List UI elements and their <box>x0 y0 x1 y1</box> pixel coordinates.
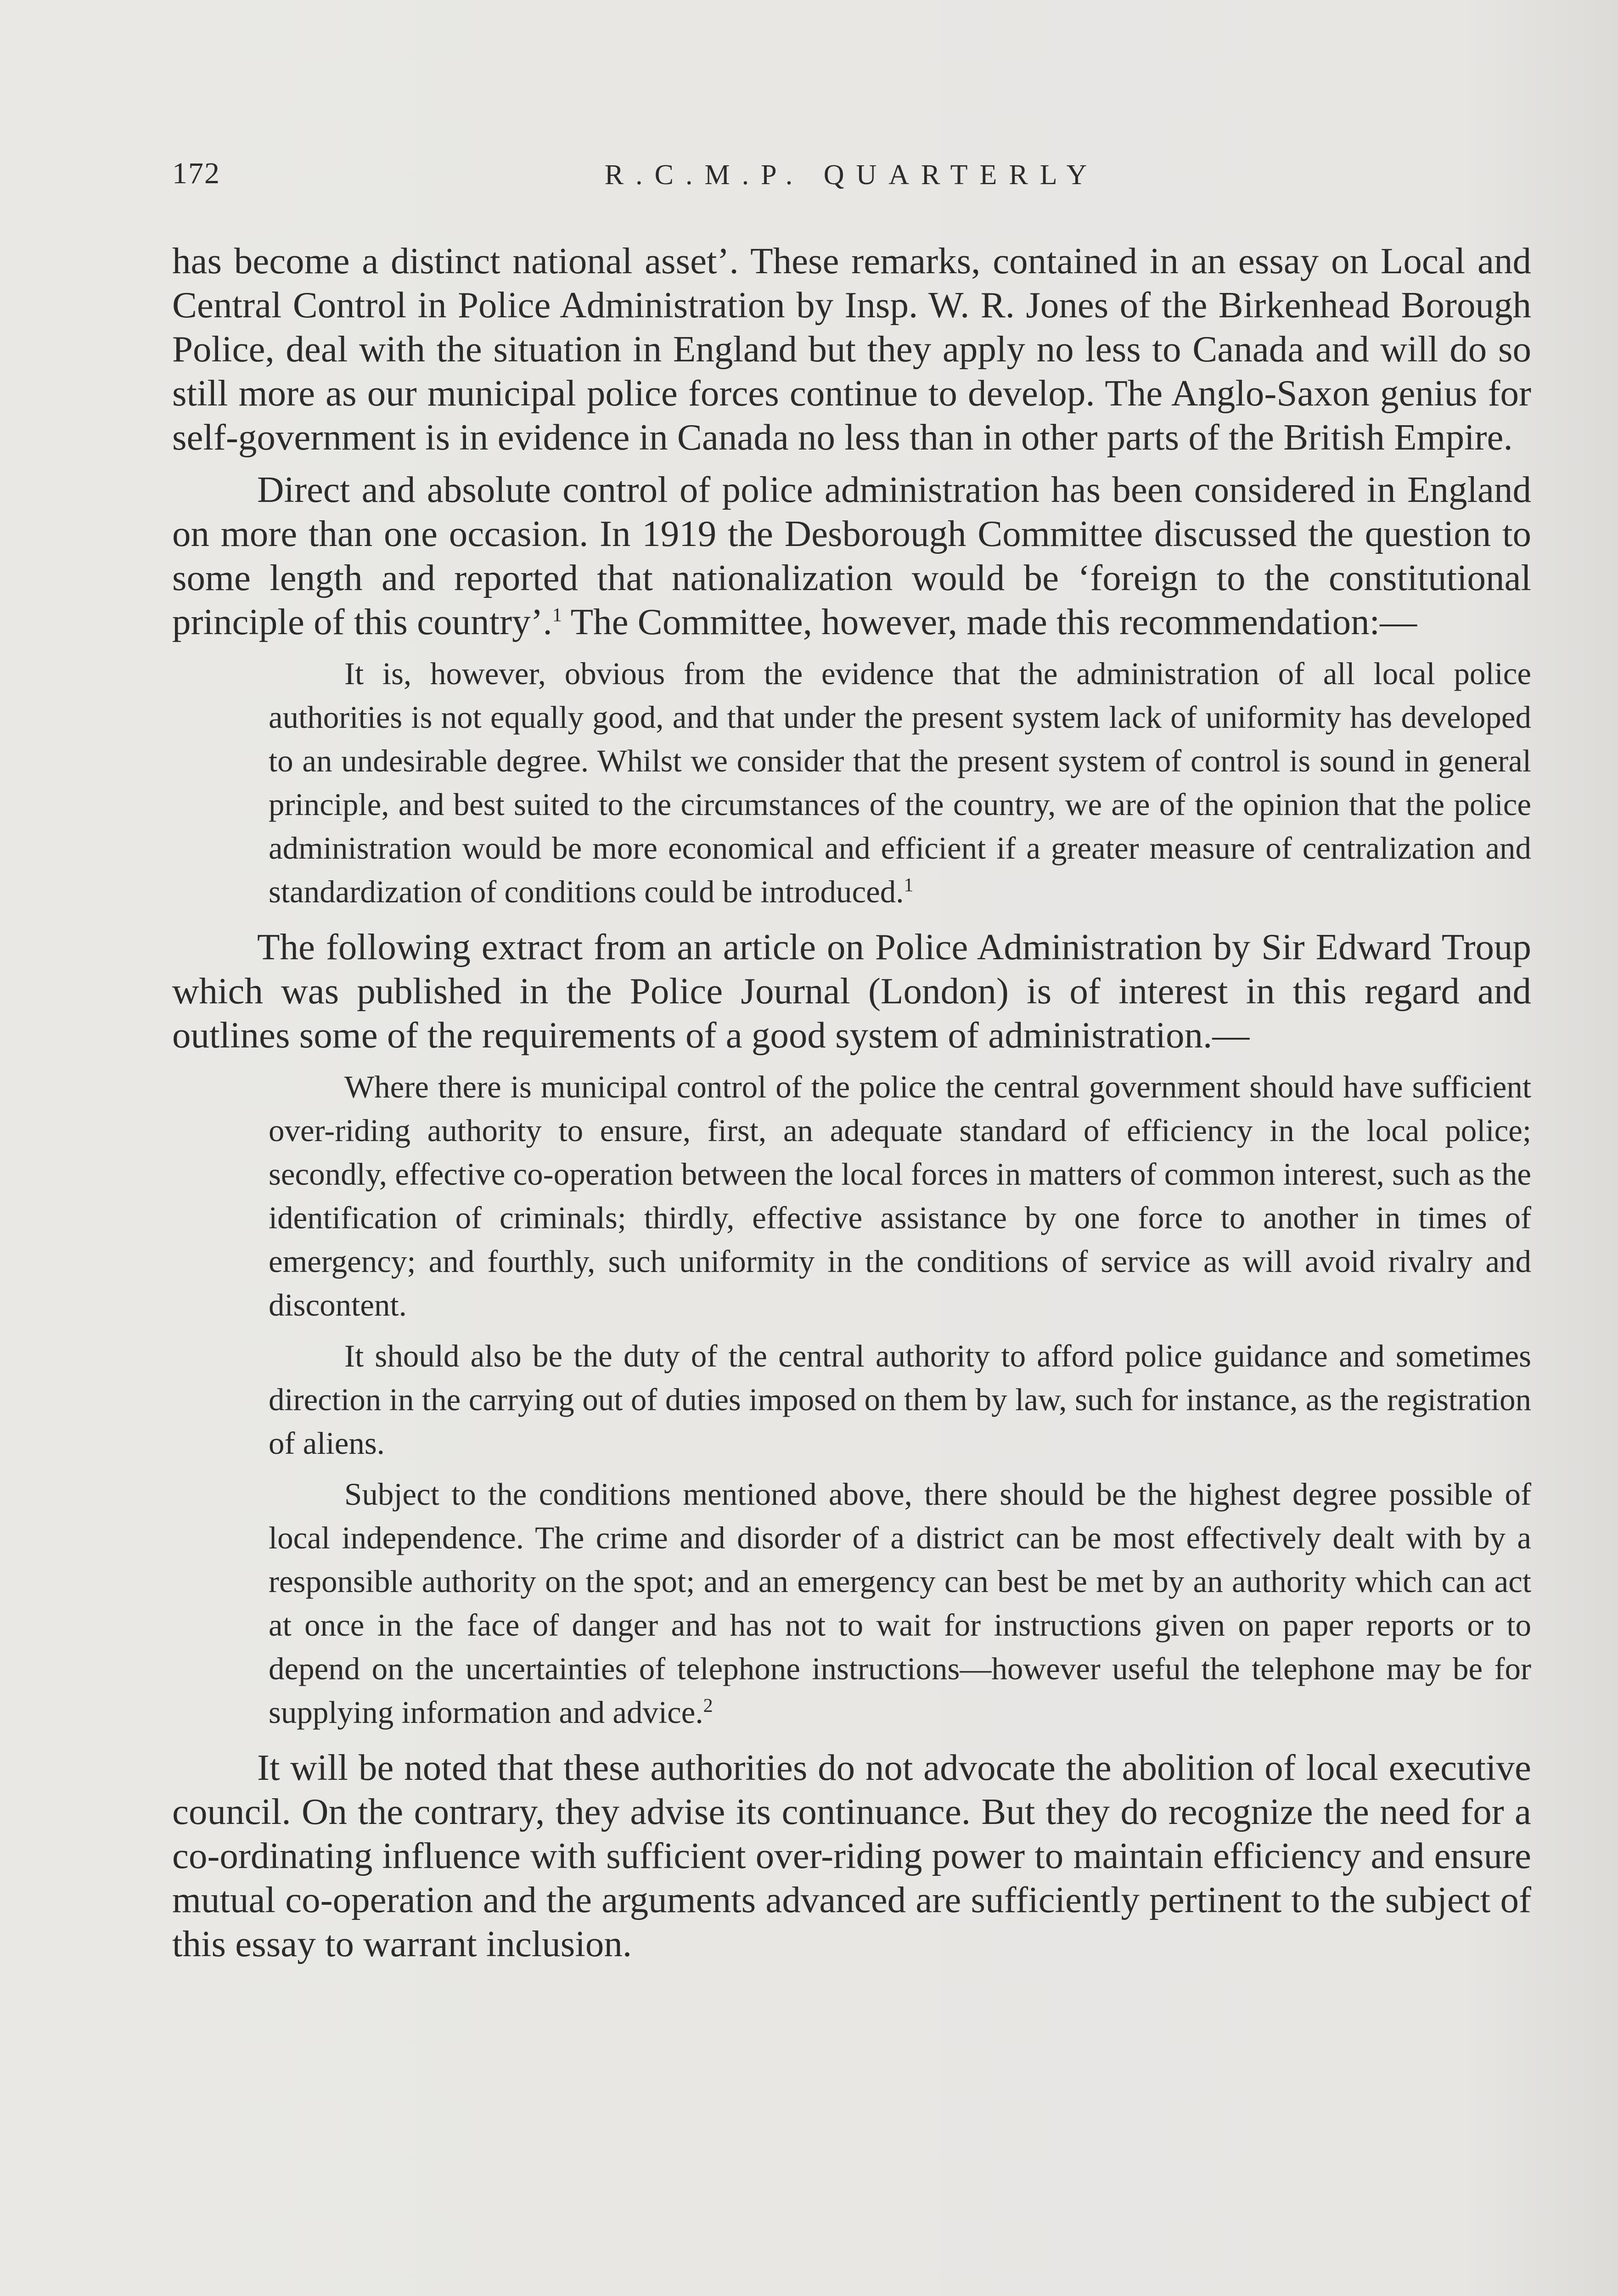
paragraph-4: It will be noted that these authorities do not advocate the abolition of local executive council. On the contrary, they advise its continuance. But they do recognize the need for a co-ordinating influence with sufficient over-riding power to maintain efficiency and ensure mutual co-operation and the arguments advanced are sufficiently pertinent to the subject of this essay to warrant inclusion. <box>172 1747 1531 1964</box>
block-quote-desborough <box>269 652 1531 914</box>
footnote-ref-1[interactable]: 1 <box>904 875 914 896</box>
footnote-ref-2[interactable]: 2 <box>703 1695 713 1716</box>
page-number: 172 <box>172 157 220 190</box>
paragraph-2-tail: The Committee, however, made this recommendation:— <box>570 601 1417 642</box>
paragraph-2 <box>172 467 1531 644</box>
quote-paragraph: It should also be the duty of the central authority to afford police guidance and sometimes direction in the carrying out of duties imposed on them by law, such for instance, as the registration of aliens. <box>269 1339 1531 1461</box>
quote-1-text: It is, however, obvious from the evidence that the administration of all local police authorities is not equally good, and that under the present system lack of uniformity has developed to an undesirable degree. Whilst we consider that the present system of control is sound in general principle, and best suited to the circumstances of the country, we are of the opinion that the police administration would be more economical and efficient if a greater measure of centralization and standardization of conditions could be introduced. <box>269 656 1531 909</box>
paragraph-3: The following extract from an article on Police Administration by Sir Edward Troup which was published in the Police Journal (London) is of interest in this regard and outlines some of the requirements of a good system of administration.— <box>172 926 1531 1056</box>
paragraph-1: has become a distinct national asset’. These remarks, contained in an essay on Local and Central Control in Police Administration by Insp. W. R. Jones of the Birkenhead Borough Police, deal with the situation in England but they apply no less to Canada and will do so still more as our municipal police forces continue to develop. The Anglo-Saxon genius for self-government is in evidence in Canada no less than in other parts of the British Empire. <box>172 240 1531 458</box>
body-text <box>172 239 1531 1974</box>
paragraph-2-text: Direct and absolute control of police administration has been considered in England on more than one occasion. In 1919 the Desborough Committee discussed the question to some length and reported that nationalization would be ‘foreign to the constitutional principle of this country’. <box>172 469 1531 642</box>
quote-paragraph <box>269 652 1531 914</box>
footnote-ref-1[interactable]: 1 <box>552 605 562 626</box>
block-quote-troup <box>269 1065 1531 1734</box>
page-header <box>172 156 1531 207</box>
quote-paragraph <box>269 1473 1531 1734</box>
running-title: R.C.M.P. QUARTERLY <box>604 159 1099 191</box>
quote-paragraph: Where there is municipal control of the police the central government should have sufficient over-riding authority to ensure, first, an adequate standard of efficiency in the local police; secondly, effective co-operation between the local forces in matters of common interest, such as the identification of criminals; thirdly, effective assistance by one force to another in times of emergency; and fourthly, such uniformity in the conditions of service as will avoid rivalry and discontent. <box>269 1069 1531 1322</box>
quote-4-text: Subject to the conditions mentioned above, there should be the highest degree possible of local independence. The crime and disorder of a district can be most effectively dealt with by a responsible authority on the spot; and an emergency can best be met by an authority which can act at once in the face of danger and has not to wait for instructions given on paper reports or to depend on the uncertainties of telephone instructions—however useful the telephone may be for supplying information and advice. <box>269 1477 1531 1730</box>
